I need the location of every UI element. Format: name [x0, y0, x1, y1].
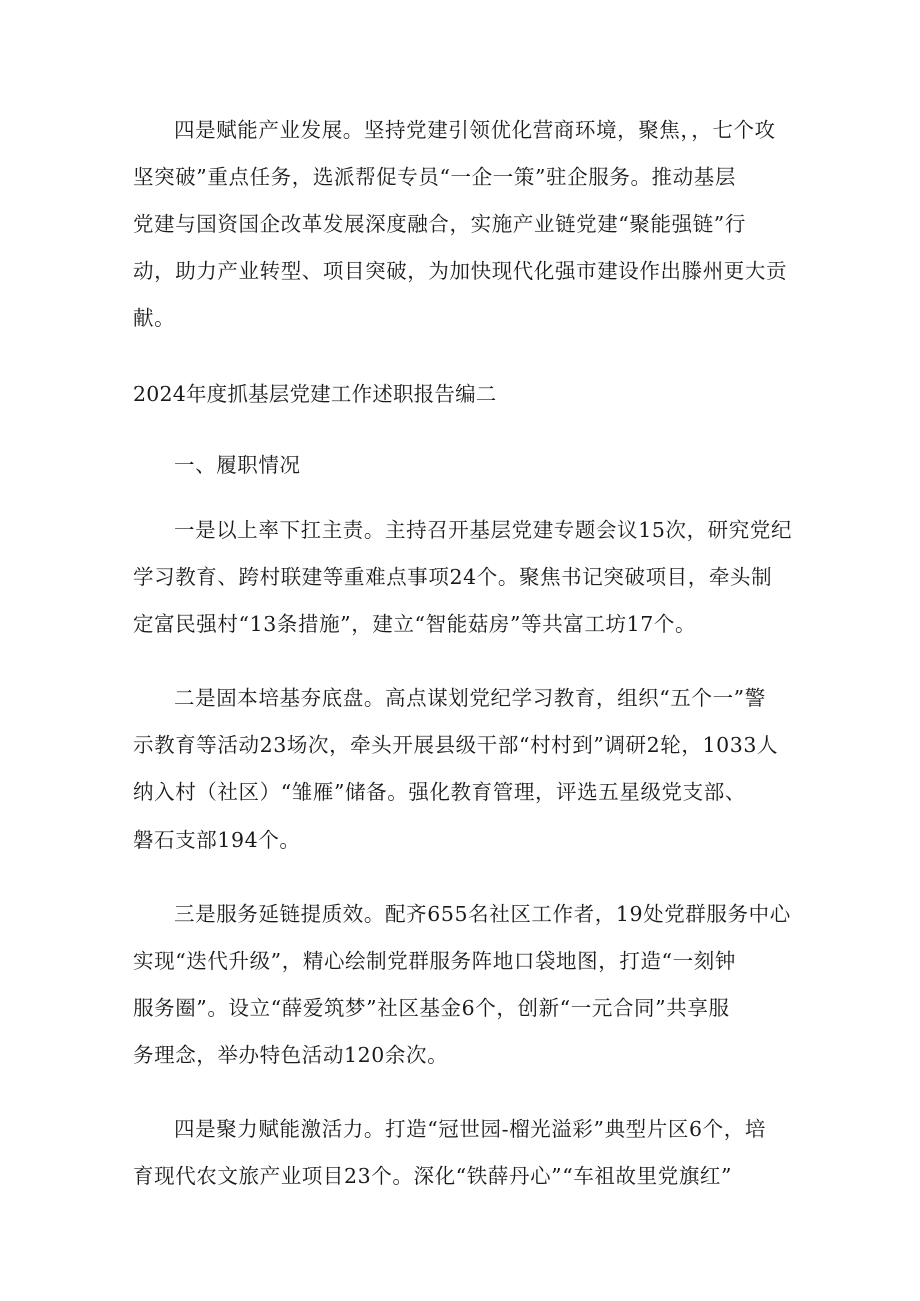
paragraph-1-line-3: 党建与国资国企改革发展深度融合，实施产业链党建“聚能强链”行 — [133, 212, 746, 236]
paragraph-4-line-2: 实现“迭代升级”，精心绘制党群服务阵地口袋地图，打造“一刻钟 — [133, 949, 736, 973]
paragraph-3-line-1: 二是固本培基夯底盘。高点谋划党纪学习教育，组织“五个一”警 — [174, 686, 766, 710]
paragraph-5-line-1: 四是聚力赋能激活力。打造“冠世园-榴光溢彩”典型片区6个，培 — [174, 1117, 766, 1141]
paragraph-2-line-2: 学习教育、跨村联建等重难点事项24个。聚焦书记突破项目，牵头制 — [133, 565, 773, 589]
paragraph-3-line-2: 示教育等活动23场次，牵头开展县级干部“村村到”调研2轮，1033人 — [133, 733, 779, 757]
paragraph-1-line-2: 坚突破”重点任务，选派帮促专员“一企一策”驻企服务。推动基层 — [133, 165, 736, 189]
paragraph-5-line-2: 育现代农文旅产业项目23个。深化“铁薛丹心”“车祖故里党旗红” — [133, 1164, 733, 1188]
paragraph-1-line-1: 四是赋能产业发展。坚持党建引领优化营商环境，聚焦，，七个攻 — [174, 118, 776, 142]
paragraph-1-line-4: 动，助力产业转型、项目突破，为加快现代化强市建设作出滕州更大贡 — [133, 259, 788, 283]
section-heading: 一、履职情况 — [174, 453, 301, 477]
paragraph-4-line-4: 务理念，举办特色活动120余次。 — [133, 1043, 449, 1067]
paragraph-2-line-1: 一是以上率下扛主责。主持召开基层党建专题会议15次，研究党纪 — [174, 518, 793, 542]
paragraph-1-line-5: 献。 — [133, 306, 176, 330]
paragraph-2-line-3: 定富民强村“13条措施”，建立“智能菇房”等共富工坊17个。 — [133, 612, 697, 636]
paragraph-3-line-3: 纳入村（社区）“雏雁”储备。强化教育管理，评选五星级党支部、 — [133, 780, 746, 804]
paragraph-4-line-1: 三是服务延链提质效。配齐655名社区工作者，19处党群服务中心 — [174, 902, 791, 926]
document-title: 2024年度抓基层党建工作述职报告编二 — [133, 382, 497, 406]
paragraph-3-line-4: 磐石支部194个。 — [133, 828, 301, 852]
paragraph-4-line-3: 服务圈”。设立“薛爱筑梦”社区基金6个，创新“一元合同”共享服 — [133, 996, 730, 1020]
